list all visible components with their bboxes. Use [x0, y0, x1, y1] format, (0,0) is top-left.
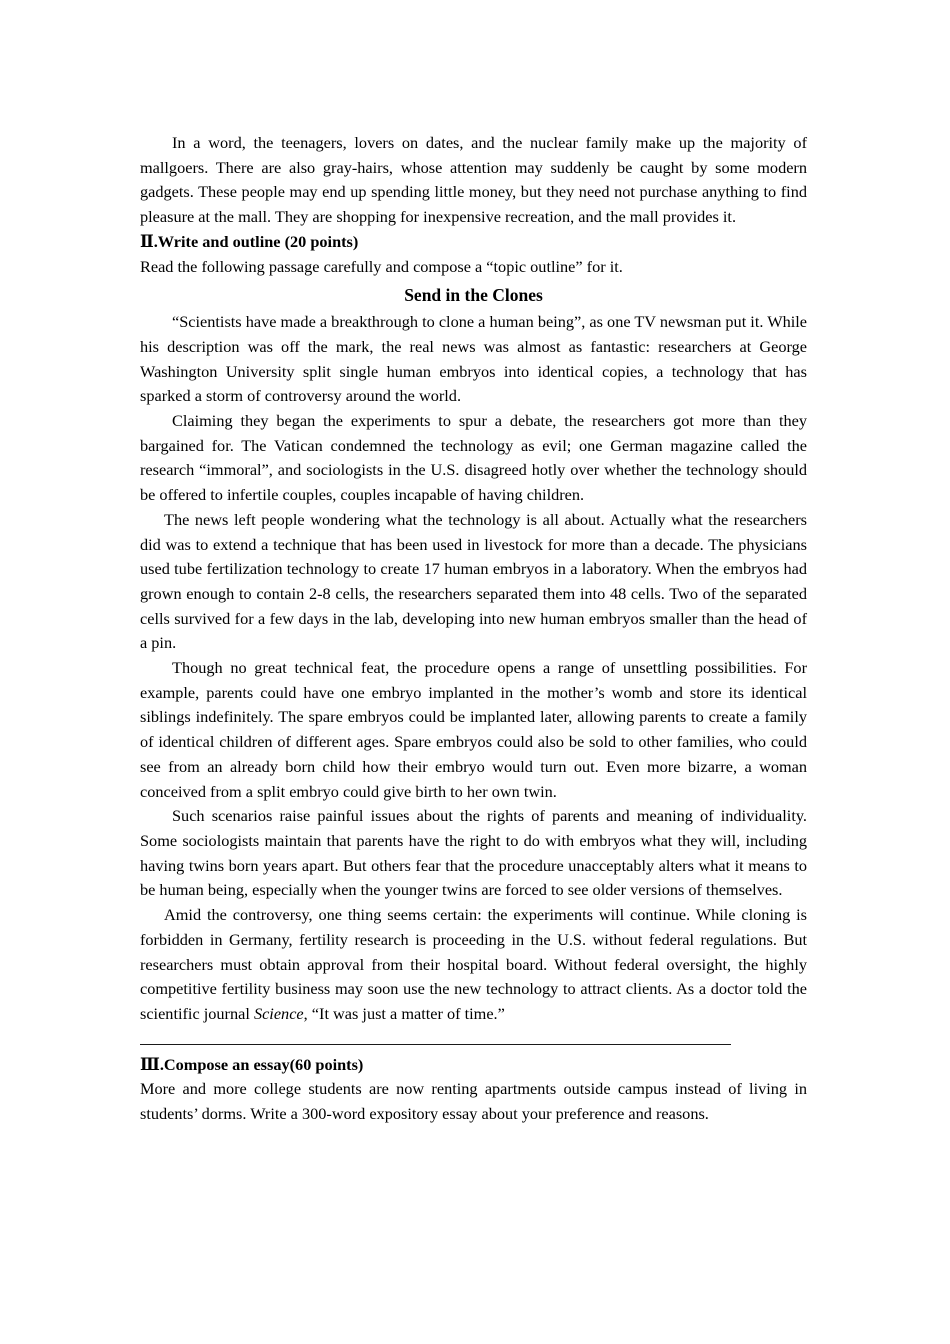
passage-paragraph-3: The news left people wondering what the technology is all about. Actually what the researchers did was to extend a technique that has been used in livestock for more than a decade. The physicians used tube fertilization technology to create 17 human embryos in a laboratory. When the embryos had grown enough to contain 2-8 cells, the researchers separated them into 48 cells. Two of the separated cells survived for a few days in the lab, developing into new human embryos smaller than the head of a pin. [140, 509, 807, 653]
passage-paragraph-4: Though no great technical feat, the procedure opens a range of unsettling possibilities. For example, parents could have one embryo implanted in the mother’s womb and store its identical siblings indefinitely. The spare embryos could be implanted later, allowing parents to create a family of identical children of different ages. Spare embryos could also be sold to other families, who could see from an already born child how their embryo would turn out. Even more bizarre, a woman conceived from a split embryo could give birth to her own twin. [140, 658, 807, 801]
document-body [140, 131, 807, 1127]
final-paragraph-part-two: , “It was just a matter of time.” [303, 1003, 505, 1023]
passage-paragraph-2: Claiming they began the experiments to spur a debate, the researchers got more than they bargained for. The Vatican condemned the technology as evil; one German magazine called the research “immoral”, and sociologists in the U.S. disagreed hotly over whether the technology should be offered to infertile couples, couples incapable of having children. [140, 411, 807, 505]
section-three-prompt: More and more college students are now renting apartments outside campus instead of living in students’ dorms. Write a 300-word expository essay about your preference and reasons. [140, 1079, 807, 1124]
final-paragraph-part-one: Amid the controversy, one thing seems certain: the experiments will continue. While cloning is forbidden in Germany, fertility research is proceeding in the U.S. without federal regulations. But researchers must obtain approval from their hospital board. Without federal oversight, the highly competitive fertility business may soon use the new technology to attract clients. As a doctor told the scientific journal [140, 905, 807, 1023]
section-two-heading: Ⅱ.Write and outline (20 points) [140, 231, 359, 251]
passage-paragraph-1: “Scientists have made a breakthrough to clone a human being”, as one TV newsman put it. While his description was off the mark, the real news was almost as fantastic: researchers at George Washington University split single human embryos into identical copies, a technology that has sparked a storm of controversy around the world. [140, 312, 807, 406]
section-divider-wrap [140, 1044, 807, 1045]
passage-paragraph-5: Such scenarios raise painful issues about the rights of parents and meaning of individuality. Some sociologists maintain that parents have the right to do with embryos what they will, including having twins born years apart. But others fear that the procedure unacceptably alters what it means to be human being, especially when the younger twins are forced to see older versions of themselves. [140, 806, 807, 900]
section-three-heading: Ⅲ.Compose an essay(60 points) [140, 1054, 364, 1074]
journal-name: Science [253, 1003, 304, 1023]
passage-paragraph-6 [140, 903, 807, 1027]
section-divider [140, 1044, 731, 1045]
intro-paragraph: In a word, the teenagers, lovers on dates, and the nuclear family make up the majority of mallgoers. There are also gray-hairs, whose attention may suddenly be caught by some modern gadgets. These people may end up spending little money, but they need not purchase anything to find pleasure at the mall. They are shopping for inexpensive recreation, and the mall provides it. [140, 133, 807, 227]
section-two-instruction: Read the following passage carefully and compose a “topic outline” for it. [140, 256, 623, 276]
passage-title: Send in the Clones [404, 285, 543, 306]
